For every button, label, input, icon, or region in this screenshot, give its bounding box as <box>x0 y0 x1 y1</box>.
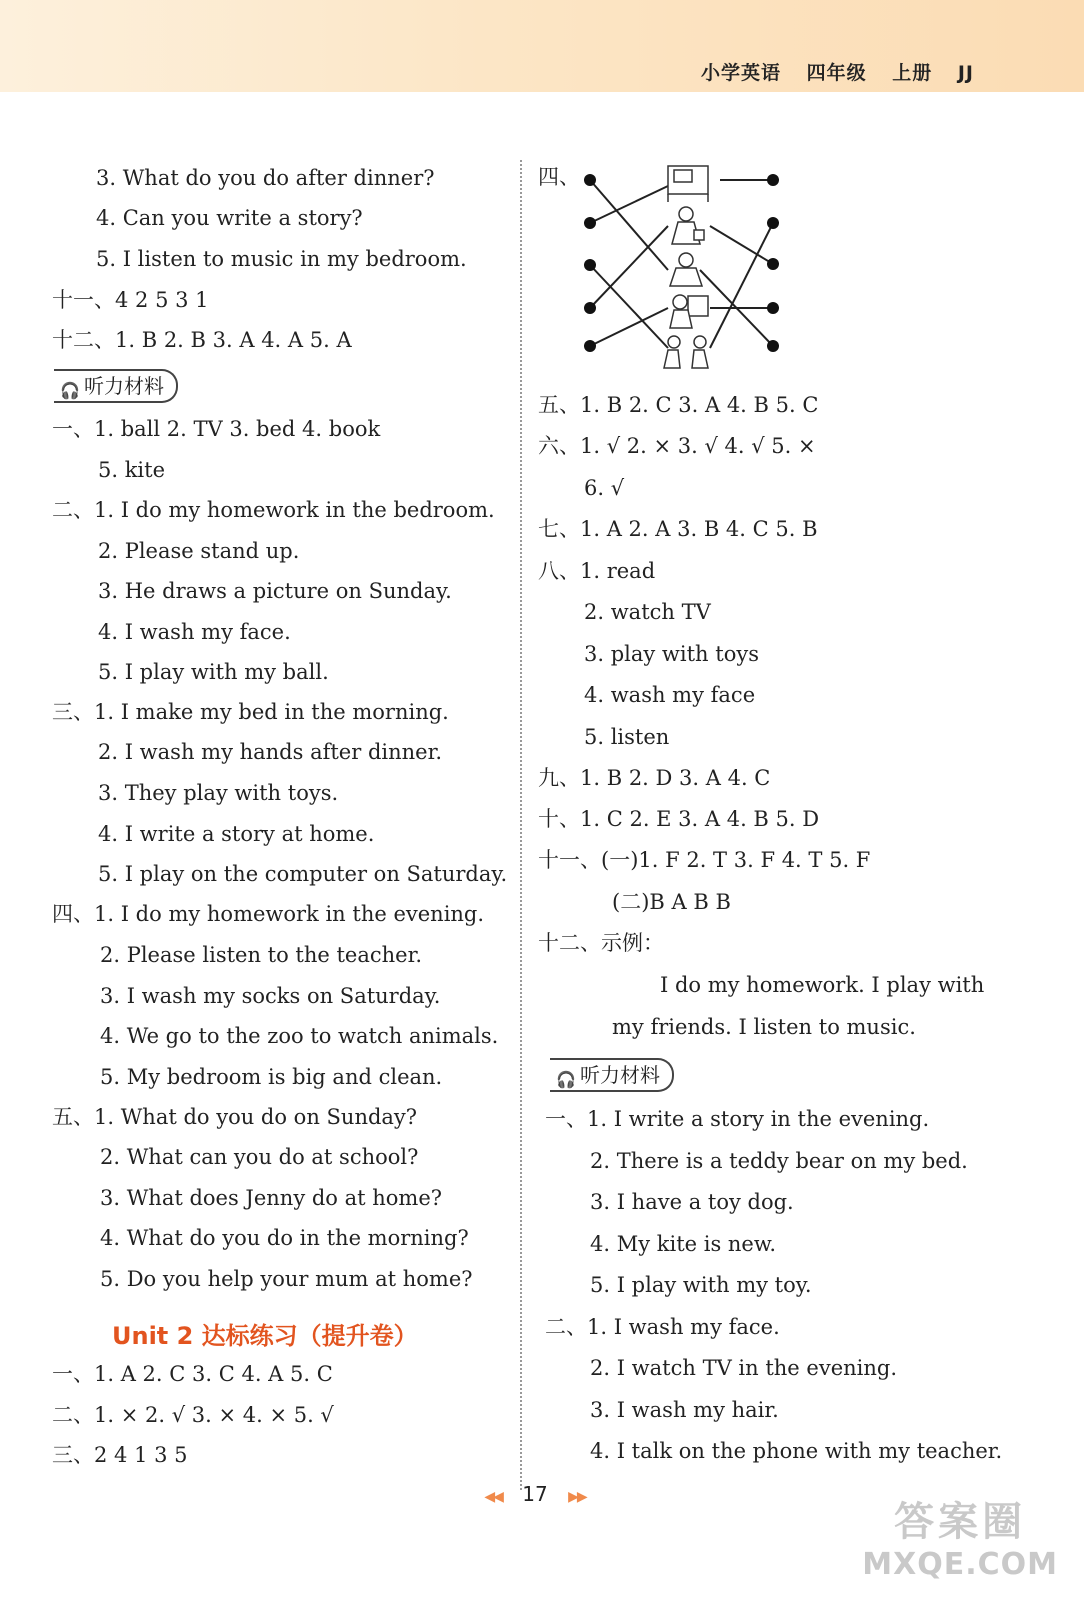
headphones-icon: 🎧 <box>60 381 80 400</box>
answer-line: 一、1. I write a story in the evening. <box>545 1107 930 1131</box>
watermark <box>862 1490 1058 1582</box>
answer-line: 3. What does Jenny do at home? <box>100 1186 443 1210</box>
listening-label: 听力材料 <box>580 1063 660 1087</box>
page-number: ◀◀ 17 ▶▶ <box>484 1482 586 1506</box>
listening-material-tag <box>54 369 178 403</box>
answer-line: 2. I wash my hands after dinner. <box>98 740 442 764</box>
book-info <box>683 58 974 85</box>
answer-line: 5. kite <box>98 458 166 482</box>
answer-line: 四、 <box>538 165 580 189</box>
girl-sitting-icon <box>670 253 702 286</box>
answer-line: 九、1. B 2. D 3. A 4. C <box>538 766 771 790</box>
answer-line: 三、1. I make my bed in the morning. <box>52 700 449 724</box>
grade-label: 四年级 <box>806 62 867 84</box>
answer-line: 2. I watch TV in the evening. <box>590 1356 898 1380</box>
answer-line: 5. I play with my ball. <box>98 660 329 684</box>
answer-line: 5. Do you help your mum at home? <box>100 1267 473 1291</box>
answer-line: 3. play with toys <box>584 642 759 666</box>
answer-line: 一、1. A 2. C 3. C 4. A 5. C <box>52 1362 333 1386</box>
subject-label: 小学英语 <box>700 62 781 84</box>
match-dot <box>767 258 779 270</box>
watermark-url: MXQE.COM <box>862 1547 1058 1582</box>
girl-reading-icon <box>672 207 704 244</box>
listening-material-tag <box>550 1058 674 1092</box>
answer-line: 5. I play with my toy. <box>590 1273 812 1297</box>
answer-line: 3. I wash my hair. <box>590 1398 779 1422</box>
answer-line: I do my homework. I play with <box>660 973 985 997</box>
match-dot <box>767 302 779 314</box>
answer-line: 十一、(一)1. F 2. T 3. F 4. T 5. F <box>538 848 871 872</box>
answer-line: 三、2 4 1 3 5 <box>52 1443 188 1467</box>
match-dot <box>584 259 596 271</box>
answer-line: 4. Can you write a story? <box>96 206 363 230</box>
computer-desk-icon <box>668 166 708 202</box>
answer-line: 十二、示例： <box>538 931 664 955</box>
match-dot <box>584 217 596 229</box>
match-dot <box>767 217 779 229</box>
match-dot <box>767 340 779 352</box>
answer-line: 五、1. What do you do on Sunday? <box>52 1105 418 1129</box>
answer-line: 3. He draws a picture on Sunday. <box>98 579 452 603</box>
unit-title: Unit 2 达标练习（提升卷） <box>112 1322 418 1350</box>
column-divider <box>520 160 522 1490</box>
answer-line: 3. They play with toys. <box>98 781 339 805</box>
watermark-logo-text: 答案圈 <box>894 1499 1027 1545</box>
answer-line: 四、1. I do my homework in the evening. <box>52 902 485 926</box>
answer-line: 4. wash my face <box>584 683 756 707</box>
answer-line: 十一、4 2 5 3 1 <box>52 288 209 312</box>
answer-line: 5. I listen to music in my bedroom. <box>96 247 467 271</box>
matching-diagram <box>560 160 820 380</box>
answer-line: 5. I play on the computer on Saturday. <box>98 862 508 886</box>
answer-line: 2. There is a teddy bear on my bed. <box>590 1149 968 1173</box>
match-dot <box>584 174 596 186</box>
answer-line: 七、1. A 2. A 3. B 4. C 5. B <box>538 517 818 541</box>
match-dot <box>584 302 596 314</box>
answer-line: 5. My bedroom is big and clean. <box>100 1065 443 1089</box>
answer-line: 4. I write a story at home. <box>98 822 375 846</box>
children-playing-icon <box>664 336 708 368</box>
answer-line: 十、1. C 2. E 3. A 4. B 5. D <box>538 807 820 831</box>
volume-label: 上册 <box>892 62 933 84</box>
answer-line: 一、1. ball 2. TV 3. bed 4. book <box>52 417 381 441</box>
answer-line: 3. I have a toy dog. <box>590 1190 794 1214</box>
edition-label: JJ <box>957 62 974 84</box>
answer-line: 3. What do you do after dinner? <box>96 166 435 190</box>
answer-line: 4. We go to the zoo to watch animals. <box>100 1024 499 1048</box>
answer-line: 4. I talk on the phone with my teacher. <box>590 1439 1003 1463</box>
answer-line: 6. √ <box>584 476 625 500</box>
answer-line: (二)B A B B <box>612 890 731 914</box>
answer-line: my friends. I listen to music. <box>612 1015 916 1039</box>
answer-line: 十二、1. B 2. B 3. A 4. A 5. A <box>52 328 352 352</box>
answer-line: 5. listen <box>584 725 670 749</box>
answer-line: 2. Please listen to the teacher. <box>100 943 422 967</box>
prev-arrows-icon: ◀◀ <box>484 1489 502 1505</box>
listening-label: 听力材料 <box>84 374 164 398</box>
answer-line: 2. Please stand up. <box>98 539 300 563</box>
answer-line: 六、1. √ 2. × 3. √ 4. √ 5. × <box>538 434 816 458</box>
answer-line: 八、1. read <box>538 559 656 583</box>
answer-line: 二、1. I do my homework in the bedroom. <box>52 498 495 522</box>
answer-line: 2. watch TV <box>584 600 711 624</box>
match-dot <box>584 340 596 352</box>
answer-line: 4. I wash my face. <box>98 620 291 644</box>
answer-line: 2. What can you do at school? <box>100 1145 419 1169</box>
headphones-icon: 🎧 <box>556 1070 576 1089</box>
boy-drawing-icon <box>670 295 708 328</box>
next-arrows-icon: ▶▶ <box>568 1489 586 1505</box>
answer-line: 五、1. B 2. C 3. A 4. B 5. C <box>538 393 819 417</box>
answer-line: 3. I wash my socks on Saturday. <box>100 984 441 1008</box>
answer-line: 4. My kite is new. <box>590 1232 777 1256</box>
match-dot <box>767 174 779 186</box>
answer-line: 二、1. I wash my face. <box>545 1315 780 1339</box>
answer-line: 4. What do you do in the morning? <box>100 1226 469 1250</box>
answer-line: 二、1. × 2. √ 3. × 4. × 5. √ <box>52 1403 334 1427</box>
